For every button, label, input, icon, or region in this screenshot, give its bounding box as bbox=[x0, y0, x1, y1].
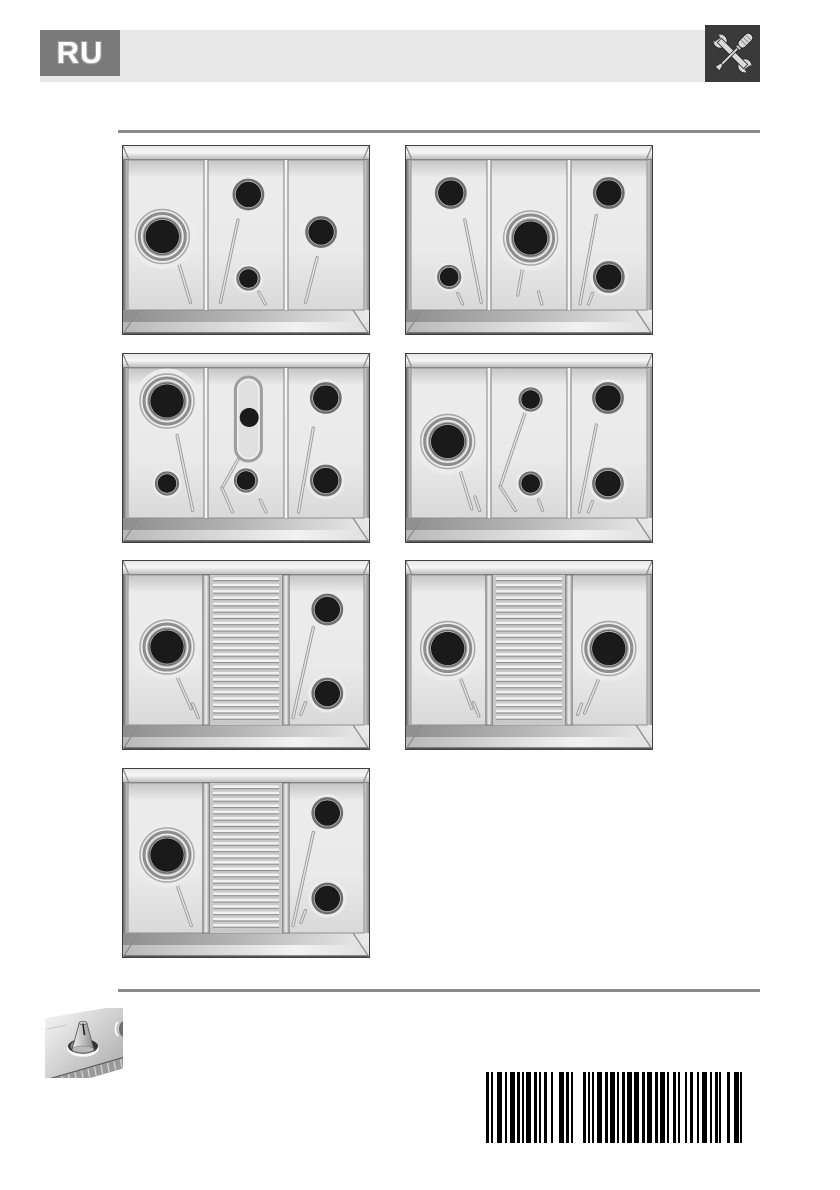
bottom-divider-rule bbox=[118, 989, 760, 992]
hob-diagram-6-hob-grill-center-2-large-burners bbox=[405, 560, 653, 750]
hob-diagram-2-hob-3-sections-5-burners-large-center bbox=[405, 145, 653, 335]
hob-diagram-1-hob-3-sections-4-burners-large-left bbox=[122, 145, 370, 335]
top-divider-rule bbox=[118, 130, 760, 133]
hob-section-2 bbox=[203, 783, 289, 933]
hob-diagram-4-hob-3-sections-5-burners-large-left bbox=[405, 353, 653, 543]
header-band bbox=[40, 30, 760, 82]
barcode bbox=[486, 1072, 745, 1143]
hob-section-2 bbox=[203, 575, 289, 725]
gas-injector-nozzle-illustration bbox=[45, 1008, 123, 1078]
hob-diagram-7-hob-grill-center-3-burners-b bbox=[122, 768, 370, 958]
wrench-screwdriver-icon bbox=[705, 25, 760, 82]
hob-diagram-3-hob-3-sections-oval-fish-burner bbox=[122, 353, 370, 543]
language-badge-label: RU bbox=[56, 35, 104, 70]
language-badge bbox=[40, 30, 120, 76]
hob-diagram-5-hob-grill-center-3-burners bbox=[122, 560, 370, 750]
hob-section-2 bbox=[486, 575, 572, 725]
service-icon-box bbox=[705, 25, 760, 82]
